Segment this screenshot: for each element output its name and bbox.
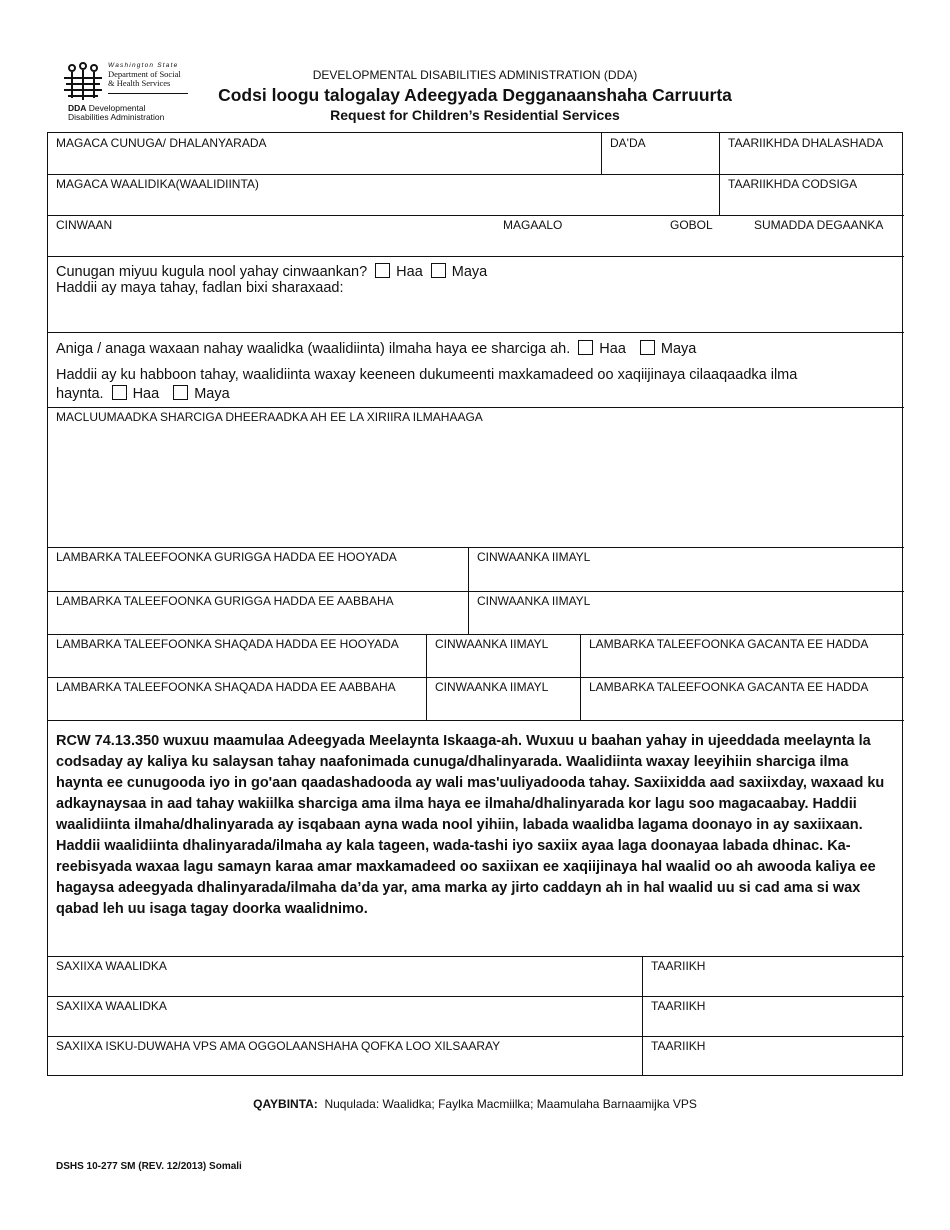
dshs-emblem-icon bbox=[60, 62, 106, 102]
logo-dda-text: Developmental Disabilities Administration bbox=[68, 103, 165, 122]
mother-cell-phone-field[interactable]: LAMBARKA TALEEFOONKA GACANTA EE HADDA bbox=[589, 637, 869, 651]
yes-label: Haa bbox=[396, 264, 423, 280]
col-divider bbox=[719, 133, 720, 215]
row-divider bbox=[48, 956, 904, 957]
legal-parent-yes-checkbox[interactable] bbox=[578, 340, 593, 355]
row-divider bbox=[48, 407, 904, 408]
lives-with-no-checkbox[interactable] bbox=[431, 263, 446, 278]
yes-label: Haa bbox=[599, 341, 626, 357]
col-divider bbox=[468, 547, 469, 634]
zip-field[interactable]: SUMADDA DEGAANKA bbox=[754, 218, 884, 232]
court-doc-no-checkbox[interactable] bbox=[173, 385, 188, 400]
coordinator-signature-field[interactable]: SAXIIXA ISKU-DUWAHA VPS AMA OGGOLAANSHAHA QOFKA LOO XILSAARAY bbox=[56, 1039, 501, 1053]
no-label: Maya bbox=[194, 386, 230, 402]
child-name-field[interactable]: MAGACA CUNUGA/ DHALANYARADA bbox=[56, 136, 267, 150]
lives-with-question-text: Cunugan miyuu kugula nool yahay cinwaankan? bbox=[56, 264, 368, 280]
form-title: Codsi loogu talogalay Adeegyada Degganaanshaha Carruurta bbox=[218, 85, 732, 105]
father-home-phone-field[interactable]: LAMBARKA TALEEFOONKA GURIGGA HADDA EE AABBAHA bbox=[56, 594, 394, 608]
row-divider bbox=[48, 547, 904, 548]
distribution-line bbox=[0, 1097, 950, 1111]
row-divider bbox=[48, 591, 904, 592]
col-divider bbox=[642, 956, 643, 1076]
row-divider bbox=[48, 174, 904, 175]
legal-parent-question-text: Aniga / anaga waxaan nahay waalidka (waalidiinta) ilmaha haya ee sharciga ah. bbox=[56, 341, 571, 357]
father-cell-phone-field[interactable]: LAMBARKA TALEEFOONKA GACANTA EE HADDA bbox=[589, 680, 869, 694]
court-doc-question-text: haynta. bbox=[56, 386, 104, 402]
dshs-logo bbox=[60, 62, 190, 122]
court-doc-question-line1: Haddii ay ku habboon tahay, waalidiinta waxay keeneen dukumeenti maxkamadeed oo xaqiijinaya cilaaqaadka ilma bbox=[56, 367, 798, 383]
legal-parent-question bbox=[56, 340, 696, 357]
mother-home-phone-field[interactable]: LAMBARKA TALEEFOONKA GURIGGA HADDA EE HOOYADA bbox=[56, 550, 397, 564]
row-divider bbox=[48, 332, 904, 333]
form-subtitle: Request for Children’s Residential Services bbox=[330, 107, 620, 123]
address-field[interactable]: CINWAAN bbox=[56, 218, 113, 232]
row-divider bbox=[48, 215, 904, 216]
parent-signature-1-field[interactable]: SAXIIXA WAALIDKA bbox=[56, 959, 167, 973]
logo-rule bbox=[108, 93, 188, 94]
distribution-label: QAYBINTA: bbox=[253, 1097, 318, 1111]
legal-info-field[interactable]: MACLUUMAADKA SHARCIGA DHEERAADKA AH EE LA XIRIIRA ILMAHAAGA bbox=[56, 410, 483, 424]
agency-name: DEVELOPMENTAL DISABILITIES ADMINISTRATION (DDA) bbox=[312, 68, 638, 82]
logo-state: Washington State bbox=[108, 62, 179, 69]
col-divider bbox=[580, 634, 581, 720]
lives-with-yes-checkbox[interactable] bbox=[375, 263, 390, 278]
mother-email-field[interactable]: CINWAANKA IIMAYL bbox=[477, 550, 591, 564]
parent-signature-2-field[interactable]: SAXIIXA WAALIDKA bbox=[56, 999, 167, 1013]
lives-with-question bbox=[56, 263, 487, 280]
logo-department: Department of Social & Health Services bbox=[108, 69, 181, 88]
city-field[interactable]: MAGAALO bbox=[503, 218, 563, 232]
row-divider bbox=[48, 1036, 904, 1037]
rcw-notice: RCW 74.13.350 wuxuu maamulaa Adeegyada Meelaynta Iskaaga-ah. Wuxuu u baahan yahay in ujeeddada meelaynta la codsaday ay kaliya ku salaysan tahay naafonimada cunuga/dhalinyarada. Waalidiinta waxay leeyihiin sharciga ilma haynta ee cunugooda iyo in go'aan qaadashadooda ay wali mas'uuliyadooda tahay. Saxiixidda aad saxiixday, waxaad ku adkaynaysaa in aad tahay wakiilka sharciga ama ilma haya ee ilmaha/dhalinyarada kor lagu soo magacaabay. Haddii waalidiinta ilmaha/dhalinyarada ay isqabaan ayna wada nool yihiin, labada waalidba lagama doonayo in ay saxiixaan. Haddii waalidiinta dhalinyarada/ilmaha ay kala tageen, wada-tashi iyo saxiix ayaa laga doonayaa labada dhinac. Ka-reebisyada waxaa lagu samayn karaa amar maxkamadeed oo saxiixan ee xaqiijinaya hal waalid oo ah awooda kaliya ee hagaysa adeegyada dhalinyarada/ilmaha da’da yar, ama marka ay jirto caddayn ah in hal waalid uu si cad ama si wax qabad leh uu isaga tagay doorka waalidnimo. bbox=[56, 733, 885, 917]
court-doc-yes-checkbox[interactable] bbox=[112, 385, 127, 400]
yes-label: Haa bbox=[132, 386, 160, 402]
father-work-phone-field[interactable]: LAMBARKA TALEEFOONKA SHAQADA HADDA EE AABBAHA bbox=[56, 680, 396, 694]
row-divider bbox=[48, 256, 904, 257]
col-divider bbox=[601, 133, 602, 174]
signature-2-date-field[interactable]: TAARIIKH bbox=[651, 999, 706, 1013]
form-number: DSHS 10-277 SM (REV. 12/2013) Somali bbox=[56, 1161, 242, 1172]
logo-dda bbox=[68, 104, 178, 122]
col-divider bbox=[426, 634, 427, 720]
row-divider bbox=[48, 720, 904, 721]
row-divider bbox=[48, 996, 904, 997]
no-label: Maya bbox=[451, 264, 488, 280]
age-field[interactable]: DA'DA bbox=[610, 136, 646, 150]
county-field[interactable]: GOBOL bbox=[670, 218, 713, 232]
request-date-field[interactable]: TAARIIKHDA CODSIGA bbox=[728, 177, 858, 191]
birth-date-field[interactable]: TAARIIKHDA DHALASHADA bbox=[728, 136, 884, 150]
form-frame bbox=[47, 132, 903, 1076]
mother-work-email-field[interactable]: CINWAANKA IIMAYL bbox=[435, 637, 549, 651]
signature-3-date-field[interactable]: TAARIIKH bbox=[651, 1039, 706, 1053]
no-label: Maya bbox=[660, 341, 697, 357]
legal-parent-no-checkbox[interactable] bbox=[640, 340, 655, 355]
parent-name-field[interactable]: MAGACA WAALIDIKA(WAALIDIINTA) bbox=[56, 177, 259, 191]
father-email-field[interactable]: CINWAANKA IIMAYL bbox=[477, 594, 591, 608]
father-work-email-field[interactable]: CINWAANKA IIMAYL bbox=[435, 680, 549, 694]
mother-work-phone-field[interactable]: LAMBARKA TALEEFOONKA SHAQADA HADDA EE HOOYADA bbox=[56, 637, 399, 651]
distribution-text: Nuqulada: Waalidka; Faylka Macmiilka; Maamulaha Barnaamijka VPS bbox=[324, 1097, 697, 1111]
explanation-prompt: Haddii ay maya tahay, fadlan bixi sharaxaad: bbox=[56, 280, 344, 296]
row-divider bbox=[48, 634, 904, 635]
court-doc-question-line2 bbox=[56, 385, 230, 402]
signature-1-date-field[interactable]: TAARIIKH bbox=[651, 959, 706, 973]
logo-dda-abbr: DDA bbox=[68, 103, 87, 113]
row-divider bbox=[48, 677, 904, 678]
